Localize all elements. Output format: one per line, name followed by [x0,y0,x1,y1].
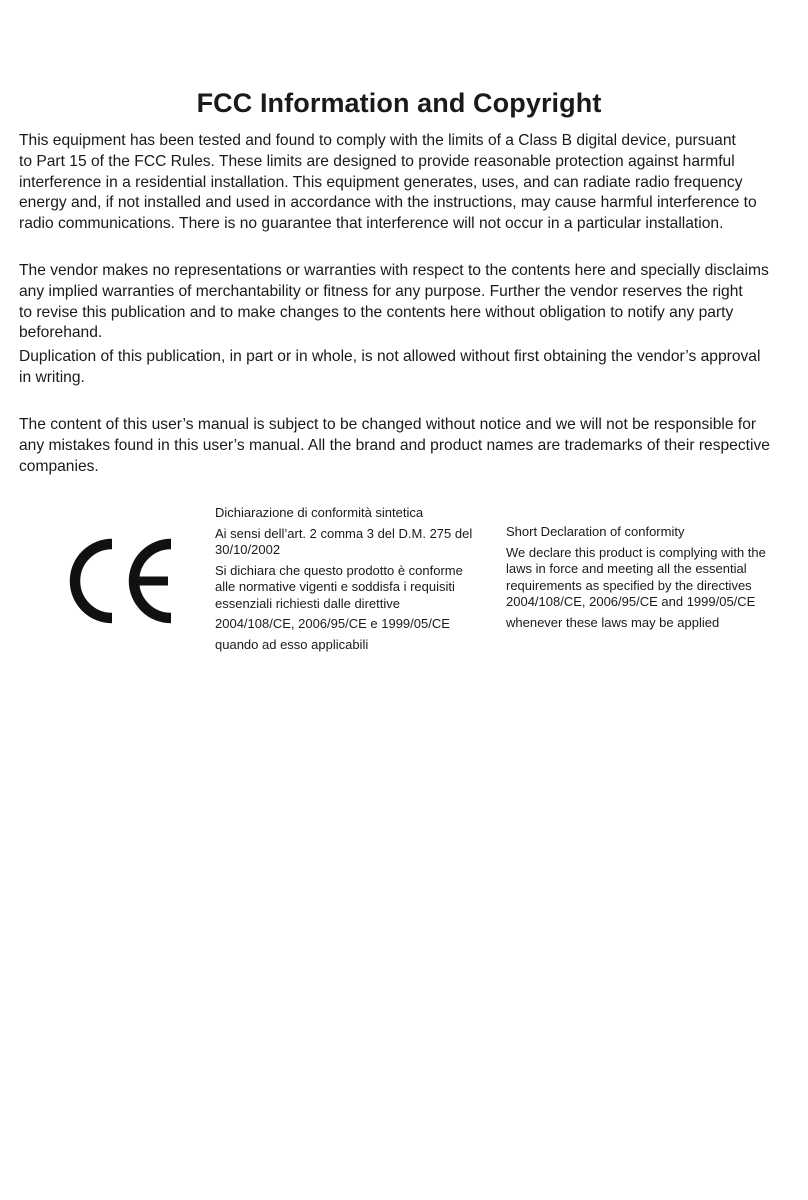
italian-declaration-heading: Dichiarazione di conformità sintetica [215,505,424,520]
page-title: FCC Information and Copyright [196,88,602,118]
english-declaration [506,524,796,635]
text-line: laws in force and meeting all the essential [506,561,747,576]
text-line: energy and, if not installed and used in accordance with the instructions, may cause harmful interference to [19,194,757,212]
italian-closing: quando ad esso applicabili [215,636,369,652]
text-line: 30/10/2002 [215,542,281,557]
text-line: alle normative vigenti e soddisfa i requisiti [215,579,455,594]
duplication-paragraph [19,347,799,389]
text-line: beforehand. [19,324,103,342]
english-closing: whenever these laws may be applied [506,614,720,630]
ce-mark-icon [60,532,176,630]
text-line: requirements as specified by the directives [506,577,752,593]
text-line: We declare this product is complying with the [506,544,766,560]
text-line: Duplication of this publication, in part or in whole, is not allowed without first obtaining the vendor’s approval [19,348,761,365]
english-declaration-heading: Short Declaration of conformity [506,524,685,539]
text-line: This equipment has been tested and found to comply with the limits of a Class B digital device, pursuant [19,132,736,149]
text-line: to revise this publication and to make changes to the contents here without obligation to notify any party [19,303,734,321]
text-line: 2004/108/CE, 2006/95/CE and 1999/05/CE [506,594,756,609]
text-line: any mistakes found in this user’s manual. All the brand and product names are trademarks of their respective [19,436,770,454]
text-line: in writing. [19,368,85,386]
text-line: companies. [19,457,99,475]
ce-c-letter [75,544,112,618]
english-declaration-body [506,545,796,611]
fcc-compliance-paragraph [19,131,799,235]
text-line: interference in a residential installation. This equipment generates, uses, and can radiate radio frequency [19,173,743,191]
text-line: radio communications. There is no guarantee that interference will not occur in a particular installation. [19,215,724,233]
text-line: The vendor makes no representations or warranties with respect to the contents here and specially disclaims [19,262,769,279]
text-line: to Part 15 of the FCC Rules. These limits are designed to provide reasonable protection against harmful [19,152,735,170]
warranty-disclaimer-paragraph [19,261,799,344]
italian-declaration-body [215,563,495,613]
italian-declaration [215,505,495,657]
text-line: Ai sensi dell’art. 2 comma 3 del D.M. 275 del [215,525,473,541]
manual-content-paragraph [19,415,799,477]
text-line: Si dichiara che questo prodotto è conforme [215,562,463,578]
italian-law-reference [215,526,495,559]
text-line: The content of this user’s manual is subject to be changed without notice and we will not be responsible for [19,416,757,433]
text-line: any implied warranties of merchantability or fitness for any purpose. Further the vendor reserves the right [19,282,743,300]
text-line: essenziali richiesti dalle direttive [215,595,400,611]
italian-directives: 2004/108/CE, 2006/95/CE e 1999/05/CE [215,616,450,631]
